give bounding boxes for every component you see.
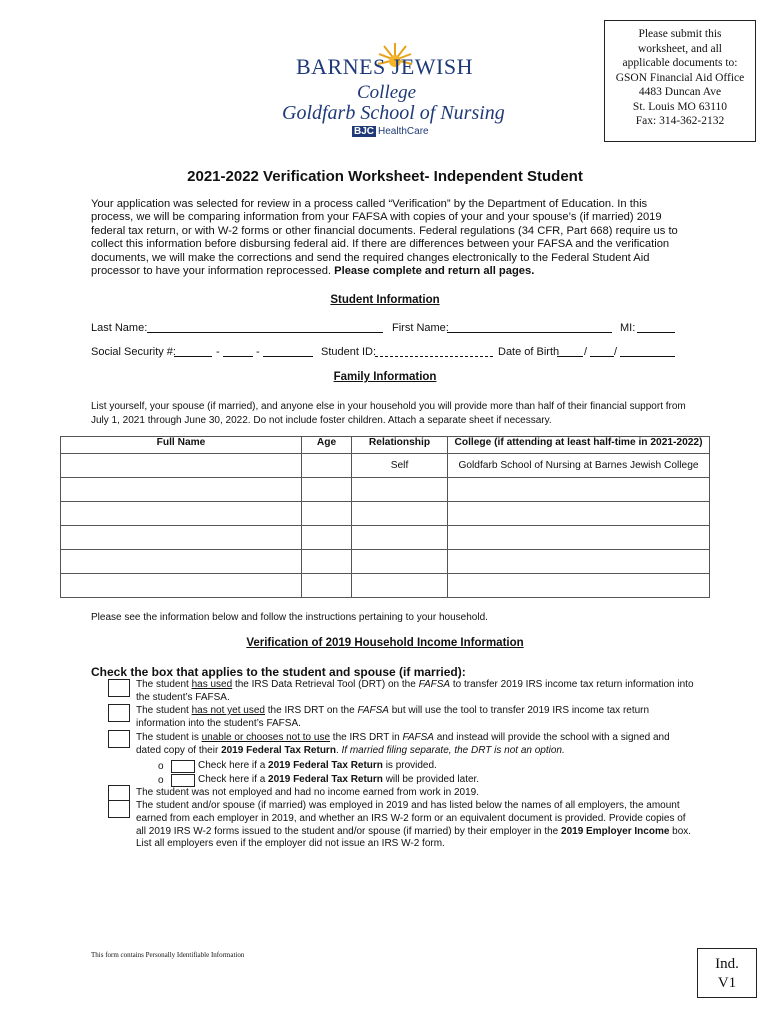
text: box. List all employers even if the employer did not issue an IRS W-2 form. — [136, 825, 692, 850]
italic-text: FAFSA — [418, 679, 451, 690]
intro-bold: Please complete and return all pages. — [334, 265, 535, 278]
text: The student — [136, 679, 192, 690]
text: will be provided later. — [382, 774, 480, 785]
logo-name: BARNES JEWISH — [296, 54, 474, 79]
option-drt-used-text — [136, 679, 696, 705]
family-info-intro: List yourself, your spouse (if married), and anyone else in your household you will provide more than half of their financial support from July 1, 2021 through June 30, 2022. Do not include foster children. Attach a separate sheet if necessary. — [91, 401, 686, 426]
healthcare-text: HealthCare — [378, 126, 429, 137]
table-cell[interactable] — [352, 526, 448, 550]
submit-line: St. Louis MO 63110 — [632, 100, 728, 113]
table-cell[interactable] — [302, 502, 352, 526]
table-cell[interactable] — [61, 526, 302, 550]
table-row — [61, 526, 710, 550]
page-title: 2021-2022 Verification Worksheet- Independent Student — [187, 168, 583, 185]
table-row — [61, 478, 710, 502]
underlined-text: unable or chooses not to use — [201, 732, 331, 743]
student-info-heading: Student Information — [330, 294, 440, 306]
student-id-field[interactable] — [375, 355, 493, 357]
italic-text: If married filing separate, the DRT is not an option. — [341, 744, 565, 756]
col-header-full-name: Full Name — [61, 437, 302, 454]
dob-month-field[interactable] — [557, 355, 583, 357]
tax-return-later-text — [198, 774, 678, 787]
italic-text: FAFSA — [402, 732, 434, 743]
text: is provided. — [382, 760, 437, 771]
table-header-row — [61, 437, 710, 454]
text: the IRS DRT on the — [264, 705, 358, 716]
submit-instructions-box — [604, 20, 756, 142]
option-drt-not-yet-checkbox[interactable] — [108, 704, 130, 722]
table-row — [61, 550, 710, 574]
student-id-label: Student ID: — [321, 346, 377, 358]
check-heading: Check the box that applies to the student and spouse (if married): — [91, 665, 466, 679]
submit-line: Fax: 314-362-2132 — [635, 115, 725, 127]
see-info-text: Please see the information below and follow the instructions pertaining to your household. — [91, 612, 488, 623]
college-logo — [282, 40, 505, 140]
sub-bullet: o — [158, 775, 164, 786]
table-cell[interactable] — [352, 478, 448, 502]
ssn-part3-field[interactable] — [263, 355, 313, 357]
table-cell[interactable] — [448, 526, 710, 550]
intro-text: Your application was selected for review in a process called “Verification” by the Department of Education. In this process, we will be comparing information from your FAFSA with copies of your and your spouse’s (if married) 2019 federal tax return, or with W-2 forms or other financial documents. Federal regulations (34 CFR, Part 668) require us to collect this information before disbursing federal aid. If there are differences between your FAFSA and the verification documents, we will make the corrections and send the required changes electronically to the Federal Student Aid processor to have your information reprocessed. — [91, 198, 678, 278]
form-version-box — [697, 948, 757, 998]
text: the IRS DRT in — [330, 732, 403, 743]
logo-bjc — [352, 126, 429, 137]
form-type: Ind. — [715, 956, 739, 972]
table-row — [61, 454, 710, 478]
underlined-text: has used — [191, 679, 233, 690]
logo-college: College — [357, 82, 417, 103]
text: The student — [136, 705, 192, 716]
text: but will use the tool to transfer 2019 IRS income tax return information into the student’s FAFSA. — [136, 705, 650, 729]
table-cell[interactable] — [61, 454, 302, 478]
ssn-part1-field[interactable] — [174, 355, 212, 357]
text: The student is — [136, 732, 202, 743]
submit-line: GSON Financial Aid Office — [615, 71, 745, 84]
text: . — [335, 744, 342, 756]
table-cell[interactable] — [448, 550, 710, 574]
family-table — [60, 436, 710, 598]
table-cell[interactable] — [61, 574, 302, 598]
bjc-badge: BJC — [354, 126, 375, 137]
option-tax-return-checkbox[interactable] — [108, 730, 130, 748]
italic-text: FAFSA — [357, 705, 389, 716]
submit-line: worksheet, and all — [638, 42, 722, 55]
text: and instead will provide the school with a signed and dated copy of their — [136, 732, 670, 756]
underlined-text: has not yet used — [191, 705, 265, 716]
table-cell[interactable] — [302, 574, 352, 598]
last-name-label: Last Name: — [91, 322, 148, 334]
table-cell[interactable] — [302, 454, 352, 478]
col-header-relationship: Relationship — [352, 437, 448, 454]
sub-bullet: o — [158, 761, 164, 772]
option-drt-not-yet-text — [136, 705, 696, 731]
logo-school: Goldfarb School of Nursing — [282, 102, 505, 124]
table-cell[interactable] — [61, 478, 302, 502]
ssn-separator: - — [256, 346, 260, 358]
table-cell[interactable] — [448, 502, 710, 526]
submit-line: applicable documents to: — [622, 57, 738, 69]
text: Check here if a — [198, 760, 269, 771]
option-tax-return-text — [136, 732, 696, 758]
tax-return-provided-checkbox[interactable] — [171, 760, 195, 773]
ssn-part2-field[interactable] — [223, 355, 253, 357]
table-cell[interactable] — [352, 574, 448, 598]
dob-day-field[interactable] — [590, 355, 614, 357]
first-name-label: First Name: — [392, 322, 449, 334]
tax-return-later-checkbox[interactable] — [171, 774, 195, 787]
table-cell: Goldfarb School of Nursing at Barnes Jewish College — [448, 454, 710, 478]
option-employed-checkbox[interactable] — [108, 800, 130, 818]
col-header-age: Age — [302, 437, 352, 454]
mi-field[interactable] — [637, 331, 675, 333]
dob-separator: / — [614, 346, 618, 358]
table-cell: Self — [352, 454, 448, 478]
table-cell[interactable] — [448, 478, 710, 502]
text: The student and/or spouse (if married) was employed in 2019 and has listed below the names of all employers, the amount earned from each employer in 2019, and whether an IRS W-2 form or an equivalent document is provided. Provide copies of all 2019 IRS W-2 forms issued to the student and/or spouse (if married) by their employer in the — [136, 800, 686, 837]
submit-line: 4483 Duncan Ave — [638, 86, 722, 98]
table-row — [61, 574, 710, 598]
table-cell[interactable] — [302, 550, 352, 574]
table-cell[interactable] — [302, 478, 352, 502]
option-drt-used-checkbox[interactable] — [108, 679, 130, 697]
family-info-heading: Family Information — [333, 371, 437, 383]
dob-year-field[interactable] — [620, 355, 675, 357]
table-cell[interactable] — [352, 502, 448, 526]
table-cell[interactable] — [448, 574, 710, 598]
mi-label: MI: — [620, 322, 636, 334]
ssn-label: Social Security #: — [91, 346, 176, 358]
col-header-college: College (if attending at least half-time in 2021-2022) — [448, 437, 710, 454]
bold-text: 2019 Federal Tax Return — [268, 774, 383, 785]
last-name-field[interactable] — [147, 331, 383, 333]
table-cell[interactable] — [352, 550, 448, 574]
first-name-field[interactable] — [447, 331, 612, 333]
text: Check here if a — [198, 774, 269, 785]
dob-separator: / — [584, 346, 588, 358]
bold-text: 2019 Federal Tax Return — [221, 744, 336, 756]
table-cell[interactable] — [61, 550, 302, 574]
option-employed-text — [136, 800, 696, 851]
bold-text: 2019 Federal Tax Return — [268, 760, 383, 771]
submit-line: Please submit this — [638, 28, 722, 40]
text: the IRS Data Retrieval Tool (DRT) on the — [232, 679, 419, 690]
bold-text: 2019 Employer Income — [561, 825, 670, 837]
ssn-separator: - — [216, 346, 220, 358]
form-version: V1 — [717, 975, 737, 991]
footer-note: This form contains Personally Identifiable Information — [91, 951, 245, 959]
income-heading: Verification of 2019 Household Income Information — [246, 637, 524, 649]
dob-label: Date of Birth — [498, 346, 560, 358]
table-cell[interactable] — [302, 526, 352, 550]
text: to transfer 2019 IRS income tax return information into the student’s FAFSA. — [136, 679, 694, 703]
table-row — [61, 502, 710, 526]
option-not-employed-text: The student was not employed and had no income earned from work in 2019. — [136, 787, 479, 798]
intro-paragraph — [91, 198, 686, 278]
table-cell[interactable] — [61, 502, 302, 526]
tax-return-provided-text — [198, 760, 678, 773]
